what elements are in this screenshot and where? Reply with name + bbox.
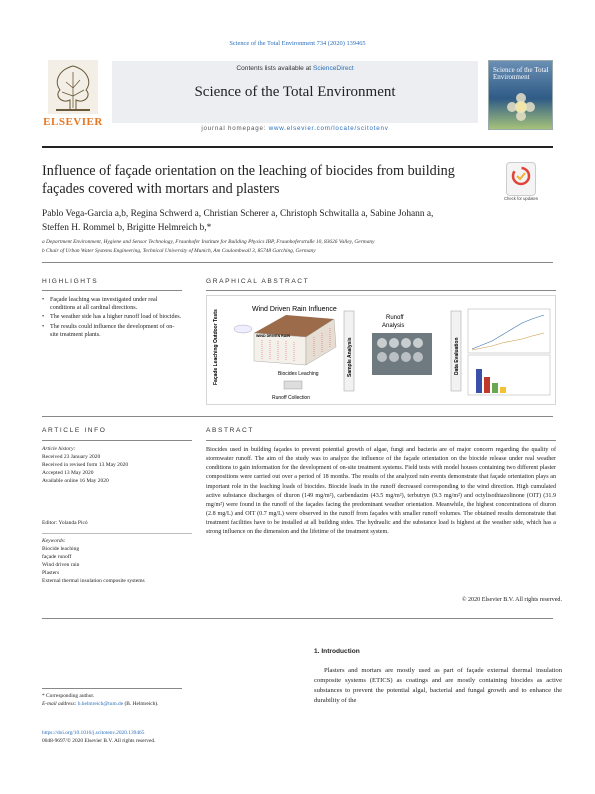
header-divider [42, 146, 553, 148]
article-info-rule [42, 440, 192, 441]
ga-label-wind: Wind Driven Rain Influence [252, 306, 337, 313]
keyword: façade runoff [42, 553, 72, 560]
ga-label-runoff-analysis-2: Analysis [382, 323, 405, 329]
journal-cover-image[interactable] [488, 60, 553, 130]
issn-line: 0048-9697/© 2020 Elsevier B.V. All rights reserved. [42, 737, 156, 744]
cloud-icon [234, 325, 252, 333]
corresponding-footnote [42, 693, 282, 709]
doi-block [42, 730, 302, 746]
affiliation-b: b Chair of Urban Water Systems Engineering, Technical University of Munich, Am Coulombwall 3, 85748 Garching, Germany [42, 248, 316, 254]
authors-line-2: Steffen H. Rommel b, Brigitte Helmreich b,* [42, 222, 212, 233]
authors-line-1: Pablo Vega-Garcia a,b, Regina Schwerd a, Christian Scherer a, Christoph Schwitalla a, Sabine Johann a, [42, 209, 434, 219]
abstract-text: Biocides used in building façades to prevent potential growth of algae, fungi and bacteria are of major concern regarding the quality of stormwater runoff. The aim of the study was to analyze the influence of the façade orientation on the biocide release under real weather conditions to gain information for the development of on-site treatment systems. Field tests with model houses containing two different plaster compositions were carried out over a period of 18 months. The results of the analyzed rain events demonstrate that façade orientation plays an important role in the leaching loads of biocides. Biocide loads in the runoff decreased corresponding to the wind direction. High cumulated active substance discharges of diuron (149 mg/m²), carbendazim (43.5 mg/m²), terbutryn (9.3 mg/m²) and octylisothiazolinone (OIT) (31.9 mg/m²) were found in the runoff of the façades facing the predominant weather orientation. Meanwhile, the highest concentrations of diuron (2.8 mg/L) and OIT (0.7 mg/L) were observed in the runoff from façades with smaller runoff volumes. The obtained results demonstrate that treatment facilities have to be installed at all building sides. The hydraulic and the substance load is highest at the weather side, which has a strong influence on the dimension and the lifetime of the treatment system. [206, 447, 556, 536]
article-title: Influence of façade orientation on the leaching of biocides from building façades covered with mortars and plasters [42, 163, 455, 198]
corresponding-author: * Corresponding author. [42, 693, 95, 699]
keyword: Wind driven rain [42, 561, 80, 568]
check-for-updates-button[interactable] [506, 162, 536, 196]
keywords-label: Keywords: [42, 538, 66, 544]
author-list [42, 208, 542, 235]
journal-homepage [112, 125, 478, 132]
email-suffix: (B. Helmreich). [124, 700, 159, 707]
cover-title: Science of the Total Environment [493, 66, 549, 82]
check-for-updates-label: Check for updates [504, 196, 538, 201]
elsevier-logo[interactable] [42, 58, 104, 130]
publisher-name: ELSEVIER [43, 116, 103, 128]
abstract-copyright: © 2020 Elsevier B.V. All rights reserved. [461, 597, 562, 603]
journal-banner [112, 61, 478, 123]
graphical-abstract-figure[interactable] [206, 295, 556, 405]
abstract-heading: ABSTRACT [206, 427, 254, 434]
data-charts-thumbnail [468, 309, 550, 395]
graphical-abstract-heading: GRAPHICAL ABSTRACT [206, 278, 310, 285]
ga-label-leaching: Biocides Leaching [278, 371, 319, 377]
abstract-rule [206, 440, 556, 441]
abstract-divider [42, 618, 553, 619]
highlights-rule [42, 290, 182, 291]
ga-label-sample: Sample Analysis [347, 337, 353, 377]
highlight-item: • The weather side has a higher runoff load of biocides. [42, 313, 182, 321]
history-item: Accepted 13 May 2020 [42, 469, 94, 476]
article-history [42, 446, 192, 486]
introduction-heading: 1. Introduction [314, 648, 360, 655]
history-label: Article history: [42, 446, 76, 452]
editor-line: Editor: Yolanda Picó [42, 520, 88, 526]
highlights-heading: HIGHLIGHTS [42, 278, 99, 285]
sample-vials-photo [372, 333, 432, 375]
highlight-item: • The results could influence the development of on-site treatment plants. [42, 323, 182, 339]
cover-flower-icon [505, 91, 537, 123]
check-for-updates-icon [507, 163, 535, 195]
keyword: External thermal insulation composite systems [42, 577, 145, 584]
editor-rule [42, 533, 192, 534]
ga-label-runoff-analysis-1: Runoff [386, 315, 404, 321]
sciencedirect-link[interactable]: ScienceDirect [312, 65, 354, 72]
graphical-abstract-rule [206, 290, 556, 291]
ga-label-wdr: WIND DRIVEN RAIN [256, 334, 290, 338]
keywords-block [42, 538, 192, 586]
masthead [42, 58, 553, 136]
history-item: Received in revised form 13 May 2020 [42, 461, 129, 468]
collection-bucket-icon [284, 381, 302, 389]
journal-reference-link[interactable]: Science of the Total Environment 734 (2020) 139465 [229, 40, 366, 47]
introduction-text: Plasters and mortars are mostly used as part of façade external thermal insulation composite systems (ETICS) as coatings and are mostly containing biocides as active substances to prevent the potential algal, bacterial and fungal growth and to enhance the durability of the [314, 667, 562, 704]
contents-line [112, 65, 478, 72]
elsevier-tree-icon [48, 60, 98, 114]
homepage-prefix: journal homepage: [201, 125, 269, 132]
ga-label-runoff-collection: Runoff Collection [272, 395, 310, 401]
keyword: Biocide leaching [42, 545, 80, 552]
highlight-item: • Façade leaching was investigated under real conditions at all cardinal directions. [42, 296, 182, 312]
contents-prefix: Contents lists available at [236, 65, 312, 72]
section-divider [42, 416, 553, 417]
ga-label-left: Façade Leaching Outdoor Tests [213, 309, 219, 385]
highlights-list [42, 296, 182, 340]
email-label: E-mail address: [42, 700, 77, 707]
affiliation-divider [42, 262, 553, 263]
keyword: Plasters [42, 569, 60, 576]
history-item: Received 23 January 2020 [42, 453, 101, 460]
doi-link[interactable]: https://doi.org/10.1016/j.scitotenv.2020.139465 [42, 730, 145, 736]
footnote-rule [42, 688, 182, 689]
article-info-heading: ARTICLE INFO [42, 427, 107, 434]
affiliation-a: a Department Environment, Hygiene and Sensor Technology, Fraunhofer Institute for Building Physics IBP, Fraunhoferstraße 10, 83626 Valley, Germany [42, 239, 375, 245]
email-link[interactable]: b.helmreich@tum.de [77, 700, 124, 707]
homepage-link[interactable]: www.elsevier.com/locate/scitotenv [268, 125, 389, 132]
journal-title: Science of the Total Environment [194, 84, 396, 100]
history-item: Available online 16 May 2020 [42, 477, 109, 484]
ga-label-data: Data Evaluation [454, 337, 460, 375]
